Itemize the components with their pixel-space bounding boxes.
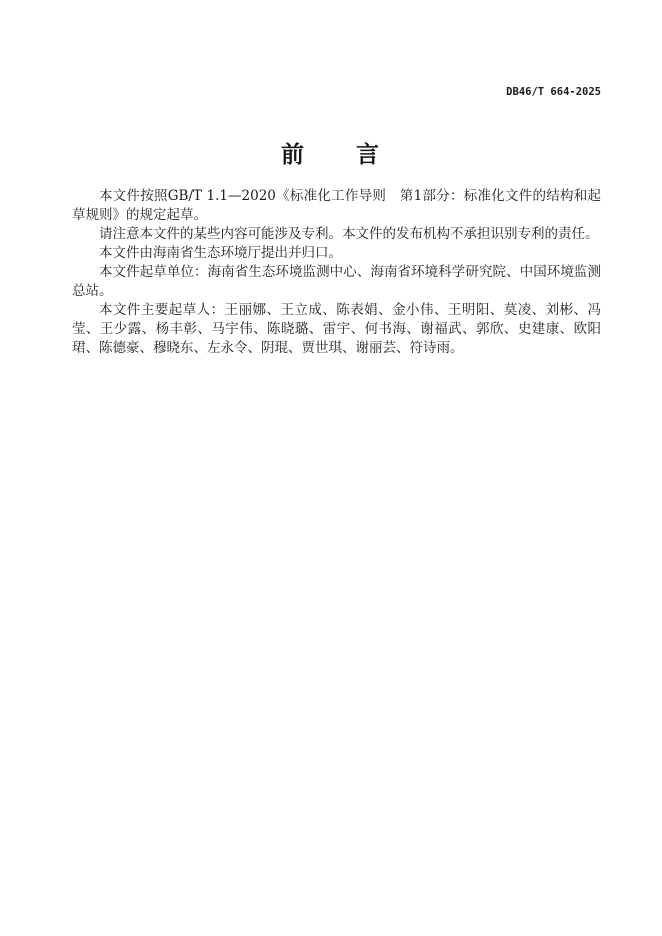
paragraph-patent-notice: 请注意本文件的某些内容可能涉及专利。本文件的发布机构不承担识别专利的责任。	[99, 226, 599, 242]
paragraph-drafting-basis: 本文件按照GB/T 1.1—2020《标准化工作导则 第1部分：标准化文件的结构和起草规则》的规定起草。	[72, 188, 601, 223]
standard-number: DB46/T 664-2025	[506, 86, 601, 98]
page-title: 前 言	[281, 142, 381, 168]
paragraph-main-drafters: 本文件主要起草人：王丽娜、王立成、陈表娟、金小伟、王明阳、莫凌、刘彬、冯莹、王少露、杨丰彰、马宇伟、陈晓璐、雷宇、何书海、谢福武、郭欣、史建康、欧阳珺、陈德豪、穆晓东、左永令、阴琨、贾世琪、谢丽芸、符诗雨。	[72, 302, 601, 356]
paragraph-proposing-body: 本文件由海南省生态环境厅提出并归口。	[99, 245, 342, 261]
paragraph-drafting-organizations: 本文件起草单位：海南省生态环境监测中心、海南省环境科学研究院、中国环境监测总站。	[72, 264, 601, 299]
foreword-content	[72, 187, 601, 358]
